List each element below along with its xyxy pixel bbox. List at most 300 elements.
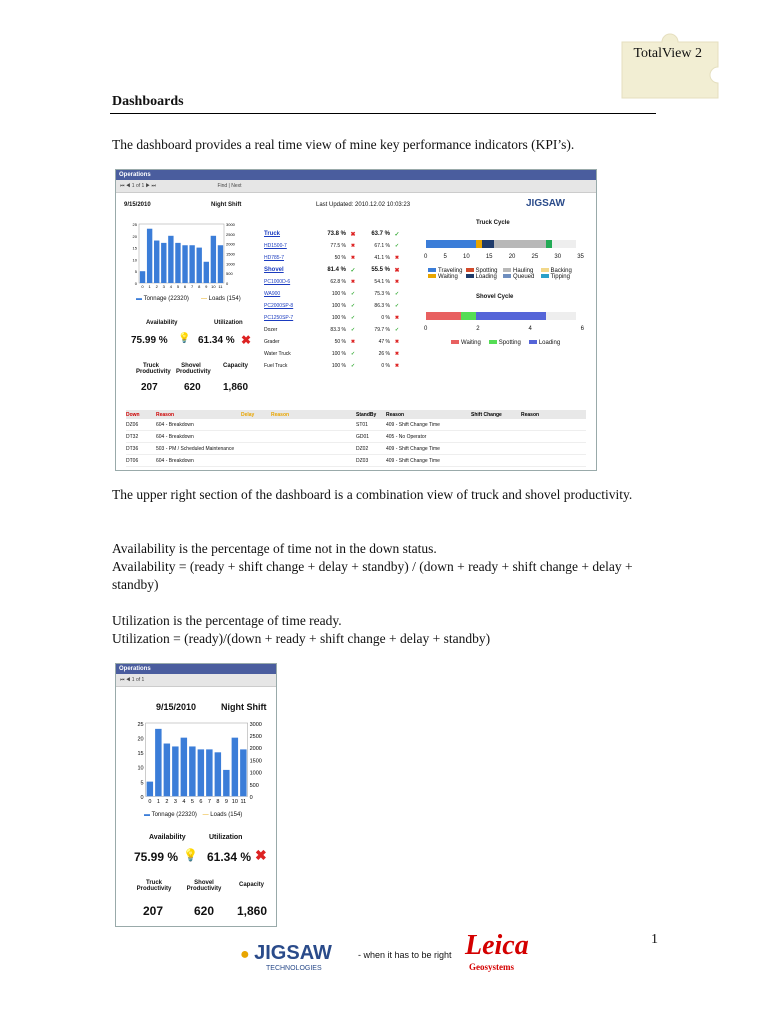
toolbar [116,180,596,193]
chart-bar [204,262,209,283]
header-rule [110,113,656,114]
shovel-cycle-ticks [424,326,584,332]
down-table-cell: DZ06 [126,421,139,428]
leica-wordmark: Leica [465,930,529,961]
truck-cycle-segment-traveling [426,240,476,248]
next-page-icon[interactable]: ▶ [145,183,151,189]
chart-x-tick: 0 [148,798,152,805]
cross-icon: ✖ [350,243,356,249]
equipment-row [264,312,414,324]
chart-x-tick: 3 [162,284,165,289]
down-table-cell: 604 - Breakdown [156,457,194,464]
equipment-utilization: 0 % [381,315,390,321]
availability-label-zoom: Availability [149,834,186,841]
tonnage-chart [121,220,246,295]
equipment-availability: 83.3 % [330,327,346,333]
chart-bar [232,738,238,797]
chart-y-tick: 25 [132,222,137,227]
down-table-cell: 604 - Breakdown [156,433,194,440]
truck-cycle-legend-item [503,274,541,280]
down-table-header-cell: Shift Change [471,411,502,418]
panel-title: Operations [116,170,596,180]
shovel-cycle-legend [451,340,601,346]
chart-y-tick: 20 [137,736,144,743]
truck-cycle-tick: 15 [485,254,493,260]
truck-prod-value-zoom: 207 [143,904,164,918]
chart-x-tick: 2 [155,284,158,289]
legend-label: Tipping [550,274,570,280]
check-icon: ✓ [394,243,400,249]
availability-bulb-icon: 💡 [178,333,191,344]
shovel-cycle-tick: 0 [424,326,428,332]
shovel-cycle-legend-item [489,340,521,346]
chart-bar [161,243,166,283]
down-table-cell: 409 - Shift Change Time [386,421,440,428]
equipment-row [264,360,414,372]
check-icon: ✓ [394,303,400,309]
down-table-header-cell: Reason [271,411,290,418]
legend-loads-text-zoom: Loads (154) [210,812,243,818]
chart-x-tick: 1 [148,284,151,289]
chart-bar [198,749,204,796]
legend-swatch [489,340,497,344]
legend-label: Hauling [513,268,534,274]
availability-value: 75.99 % [131,335,168,346]
tagline-text: - when it has to be right [358,950,452,960]
chart-bar [172,746,178,796]
equipment-name[interactable]: WA900 [264,291,281,297]
chart-y-tick: 0 [134,281,137,286]
down-table-cell: 405 - No Operator [386,433,427,440]
chart-x-tick: 8 [216,798,220,805]
loads-swatch: — [201,296,207,302]
equipment-utilization: 0 % [381,363,390,369]
truck-cycle-legend [428,268,578,280]
legend-swatch [428,268,436,272]
equipment-availability: 100 % [331,291,346,297]
check-icon: ✓ [350,315,356,321]
chart-y2-tick: 1500 [226,251,235,257]
equipment-availability: 100 % [331,315,346,321]
equipment-utilization: 55.5 % [371,267,390,273]
equipment-name[interactable]: HD1500-7 [264,243,287,249]
chart-x-tick: 10 [211,284,216,289]
down-table-cell: 409 - Shift Change Time [386,457,440,464]
truck-cycle-title: Truck Cycle [476,220,510,226]
paragraph-5: Utilization = (ready)/(down + ready + shift change + delay + standby) [112,631,491,646]
utilization-value: 61.34 % [198,335,235,346]
leica-sub: Geosystems [469,962,514,972]
legend-label: Spotting [475,268,498,274]
chart-y-tick: 15 [132,245,137,251]
equipment-row [264,300,414,312]
down-table-header-cell: Reason [521,411,540,418]
chart-x-tick: 10 [231,798,238,805]
chart-x-tick: 1 [156,798,160,805]
legend-swatch [466,268,474,272]
down-table-header-cell: Down [126,411,140,418]
truck-cycle-tick: 0 [424,254,428,260]
chart-bar [147,782,153,797]
chart-y2-tick: 3000 [226,222,235,227]
tagline [358,950,452,960]
down-table [126,410,586,467]
legend-swatch [541,268,549,272]
chart-y2-tick: 2000 [249,746,262,753]
equipment-availability: 50 % [334,339,346,345]
equipment-name: Water Truck [264,351,291,357]
chart-y-tick: 25 [137,721,144,728]
equipment-row [264,276,414,288]
dash-shift: Night Shift [211,202,242,208]
dashboard-zoom [115,663,277,927]
chart-x-tick: 9 [205,284,208,289]
chart-legend-loads [201,296,241,302]
utilization-cross-icon: ✖ [241,333,252,347]
dash-shift-zoom: Night Shift [221,702,267,712]
availability-bulb-icon-zoom: 💡 [183,848,198,862]
shovel-prod-value: 620 [184,382,201,393]
capacity-label: Capacity [223,363,249,369]
equipment-row [264,336,414,348]
dash-date: 9/15/2010 [124,202,151,208]
equipment-availability: 100 % [331,351,346,357]
truck-prod-label-zoom: Truck Productivity [136,880,172,892]
equipment-name: Grader [264,339,280,345]
truck-prod-label: Truck Productivity [136,363,171,375]
chart-y2-tick: 0 [226,281,229,286]
jigsaw-footer-brand: JIGSAW [254,942,332,964]
chart-y2-tick: 1000 [226,261,235,267]
legend-swatch [466,274,474,278]
chart-y-tick: 5 [140,780,144,787]
down-table-cell: 409 - Shift Change Time [386,445,440,452]
chart-legend-zoom [144,812,242,818]
check-icon: ✓ [350,267,356,274]
chart-bar [218,245,223,283]
equipment-utilization: 41.1 % [374,255,390,261]
shovel-cycle-legend-item [529,340,560,346]
chart-y-tick: 0 [140,795,144,802]
chart-bar [155,729,161,796]
chart-bar [175,243,180,283]
jigsaw-brand: JIGSAW [526,198,565,209]
chart-x-tick: 3 [173,798,177,805]
equipment-name[interactable]: PC1000D-6 [264,279,291,285]
legend-loads-text: Loads (154) [208,296,241,302]
equipment-utilization: 63.7 % [371,231,390,237]
legend-label: Loading [475,274,497,280]
legend-tonnage-text: Tonnage (22320) [143,296,189,302]
truck-cycle-tick: 35 [577,254,584,260]
cross-icon: ✖ [394,255,400,261]
down-table-header-cell: Reason [386,411,405,418]
chart-y2-tick: 2500 [249,733,262,740]
chart-y-tick: 15 [137,751,144,758]
shovel-cycle-legend-item [451,340,481,346]
shovel-cycle-tick: 6 [580,326,584,332]
pager-text-zoom: of 1 [135,677,145,683]
down-table-cell: DZ02 [356,445,369,452]
equipment-row [264,264,414,276]
legend-label: Traveling [438,268,463,274]
last-updated: Last Updated: 2010.12.02 10:03:23 [316,202,411,208]
legend-label: Loading [538,340,561,346]
chart-y-tick: 10 [132,257,137,263]
equipment-availability: 100 % [331,303,346,309]
equipment-availability: 77.5 % [330,243,346,249]
truck-cycle-segment-tipping [546,240,552,248]
find-links[interactable]: Find | Next [217,183,242,189]
down-table-cell: GD01 [356,433,370,440]
equipment-name[interactable]: HD785-7 [264,255,285,261]
cross-icon: ✖ [350,339,356,345]
legend-tonnage-text-zoom: Tonnage (22320) [151,812,197,818]
last-page-icon[interactable]: ⏭ [151,183,157,189]
equipment-availability: 100 % [331,363,346,369]
chart-x-tick: 2 [165,798,169,805]
shovel-cycle-tick: 4 [528,326,532,332]
cross-icon: ✖ [394,267,400,274]
panel-title-zoom: Operations [116,664,276,674]
chart-y2-tick: 500 [249,782,259,789]
first-page-icon-zoom[interactable]: ⏮ [120,677,125,683]
shovel-cycle-segment-loading [476,312,546,320]
jigsaw-footer-logo [240,942,332,972]
chart-bar [211,236,216,283]
chart-x-tick: 6 [183,284,187,289]
shovel-prod-label: Shovel Productivity [176,363,211,375]
down-table-cell: DT32 [126,433,139,440]
down-table-header [126,410,586,419]
leica-logo [465,930,529,972]
chart-x-tick: 7 [191,284,194,289]
truck-cycle-tick: 5 [443,254,447,260]
equipment-utilization: 54.1 % [374,279,390,285]
chart-y2-tick: 1000 [249,770,262,777]
truck-cycle-segment-queued [494,240,546,248]
truck-cycle-legend-item [541,274,579,280]
cross-icon: ✖ [350,231,356,238]
check-icon: ✓ [350,327,356,333]
down-table-cell: DT06 [126,457,139,464]
equipment-name[interactable]: Truck [264,231,281,237]
down-table-cell: DT36 [126,445,139,452]
paragraph-1: The upper right section of the dashboard is a combination view of truck and shovel productivity. [112,487,633,502]
jigsaw-footer-sub: TECHNOLOGIES [266,965,322,972]
availability-value-zoom: 75.99 % [134,850,179,864]
legend-swatch [541,274,549,278]
utilization-cross-icon-zoom: ✖ [255,847,267,863]
chart-x-tick: 11 [218,284,223,289]
down-table-cell: DZ03 [356,457,369,464]
equipment-table [264,228,414,372]
chart-y2-tick: 500 [226,271,233,277]
cross-icon: ✖ [394,351,400,357]
chart-x-tick: 7 [207,798,211,805]
dash-date-zoom: 9/15/2010 [156,702,197,712]
chart-y2-tick: 3000 [249,721,262,728]
chart-x-tick: 4 [182,798,186,805]
shovel-cycle-segment-spotting [461,312,476,320]
section-title: Dashboards [112,94,184,109]
equipment-name[interactable]: PC1250SP-7 [264,315,294,321]
capacity-label-zoom: Capacity [239,882,265,888]
truck-cycle-ticks [424,254,584,260]
utilization-label-zoom: Utilization [209,834,243,841]
page-number-zoom[interactable]: 1 [131,677,135,683]
equipment-name: Fuel Truck [264,363,288,369]
chart-bar [240,749,246,796]
equipment-row [264,228,414,240]
chart-bar [182,245,187,283]
down-table-row [126,419,586,431]
check-icon: ✓ [394,291,400,297]
chart-bar [164,744,170,797]
legend-swatch [503,268,511,272]
chart-x-tick: 4 [169,284,172,289]
document-header-title: TotalView 2 [633,46,702,61]
cross-icon: ✖ [394,363,400,369]
legend-swatch [529,340,537,344]
legend-swatch [451,340,459,344]
chart-legend-tonnage [136,296,189,302]
equipment-utilization: 26 % [378,351,390,357]
chart-bar [189,746,195,796]
legend-label: Backing [550,268,572,274]
cross-icon: ✖ [394,279,400,285]
tonnage-swatch: ▬ [136,296,142,302]
equipment-utilization: 67.1 % [374,243,390,249]
equipment-utilization: 79.7 % [374,327,390,333]
check-icon: ✓ [350,303,356,309]
chart-bar [206,749,212,796]
down-table-cell: ST01 [356,421,368,428]
truck-cycle-tick: 30 [554,254,562,260]
equipment-name: Dozer [264,327,278,333]
chart-bar [181,738,187,797]
cross-icon: ✖ [350,279,356,285]
truck-prod-value: 207 [141,382,158,393]
truck-cycle-tick: 25 [531,254,539,260]
chart-x-tick: 6 [199,798,203,805]
prev-page-icon[interactable]: ◀ [125,183,131,189]
check-icon: ✓ [350,291,356,297]
tonnage-chart-zoom [124,719,274,811]
loads-swatch-zoom: — [202,812,209,818]
shovel-cycle-tick: 2 [476,326,480,332]
equipment-row [264,252,414,264]
prev-page-icon-zoom[interactable]: ◀ [125,677,131,683]
down-table-header-cell: Reason [156,411,175,418]
truck-cycle-legend-item [428,274,466,280]
chart-y-tick: 10 [137,765,144,772]
equipment-name[interactable]: PC2000SP-8 [264,303,294,309]
legend-label: Queued [513,274,535,280]
check-icon: ✓ [350,363,356,369]
down-table-cell: 604 - Breakdown [156,421,194,428]
equipment-availability: 62.8 % [330,279,346,285]
chart-y2-tick: 2500 [226,231,235,237]
truck-cycle-tick: 10 [463,254,470,260]
down-table-header-cell: Delay [241,411,255,418]
chart-bar [140,271,145,283]
cross-icon: ✖ [394,339,400,345]
check-icon: ✓ [350,351,356,357]
down-table-row [126,455,586,467]
truck-cycle-tick: 20 [508,254,516,260]
capacity-value-zoom: 1,860 [237,904,268,918]
page-number[interactable]: 1 [131,183,135,189]
shovel-cycle-segment-waiting [426,312,461,320]
equipment-utilization: 86.3 % [374,303,390,309]
chart-x-tick: 9 [224,798,228,805]
first-page-icon[interactable]: ⏮ [120,183,125,189]
shovel-prod-label-zoom: Shovel Productivity [186,880,222,892]
truck-cycle-bar [426,240,576,248]
equipment-utilization: 75.3 % [374,291,390,297]
chart-bar [215,752,221,796]
equipment-availability: 81.4 % [327,267,346,273]
chart-bar [189,245,194,283]
pager-text: of 1 [135,183,145,189]
jigsaw-globe-icon: ● [240,946,250,963]
cross-icon: ✖ [350,255,356,261]
legend-swatch [428,274,436,278]
cross-icon: ✖ [394,315,400,321]
capacity-value: 1,860 [223,382,249,393]
equipment-row [264,324,414,336]
equipment-row [264,348,414,360]
availability-label: Availability [146,320,178,326]
chart-y2-tick: 0 [249,795,253,802]
equipment-availability: 73.8 % [327,231,346,237]
chart-bar [223,770,229,796]
chart-y-tick: 20 [132,233,137,239]
chart-x-tick: 5 [190,798,194,805]
chart-x-tick: 8 [198,284,201,289]
legend-label: Waiting [461,340,481,346]
equipment-row [264,240,414,252]
down-table-cell: 503 - PM / Scheduled Maintenance [156,445,235,452]
chart-bar [168,236,173,283]
truck-cycle-legend-item [466,274,504,280]
shovel-prod-value-zoom: 620 [194,904,215,918]
chart-bar [197,248,202,283]
utilization-label: Utilization [214,320,243,326]
paragraph-2: Availability is the percentage of time not in the down status. [112,541,437,556]
dashboard-full [115,169,597,471]
chart-y-tick: 5 [134,269,137,275]
down-table-header-cell: StandBy [356,411,377,418]
utilization-value-zoom: 61.34 % [207,850,252,864]
equipment-name[interactable]: Shovel [264,267,284,273]
truck-cycle-segment-loading [482,240,494,248]
puzzle-logo-icon [612,22,732,102]
legend-swatch [503,274,511,278]
chart-x-tick: 0 [141,284,144,289]
down-table-row [126,443,586,455]
chart-x-tick: 11 [240,798,247,805]
equipment-utilization: 47 % [378,339,390,345]
equipment-row [264,288,414,300]
legend-label: Spotting [498,340,521,346]
intro-paragraph: The dashboard provides a real time view of mine key performance indicators (KPI’s). [112,137,575,152]
legend-label: Waiting [438,274,458,280]
shovel-cycle-title: Shovel Cycle [476,294,514,300]
check-icon: ✓ [394,327,400,333]
tonnage-swatch-zoom: ▬ [144,812,150,818]
